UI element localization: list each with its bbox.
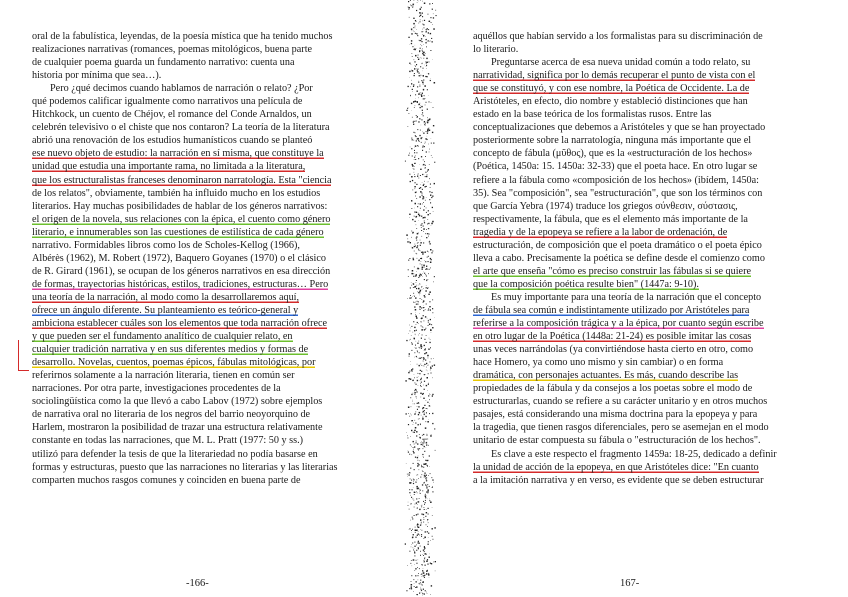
text-line-content: constante en todas las narraciones, que M. L. Pratt (1977: 50 y ss.) xyxy=(32,435,304,447)
text-line xyxy=(32,291,364,304)
text-line-content: abrió una renovación de los estudios humanísticos cuando se planteó xyxy=(32,135,313,147)
text-line xyxy=(32,252,364,265)
text-line xyxy=(32,304,364,317)
text-line-content: el arte que enseña "cómo es preciso construir las fábulas si se quiere xyxy=(473,265,751,277)
text-line-content: de fábula sea común e indistintamente utilizado por Aristóteles para xyxy=(473,304,750,316)
text-line xyxy=(473,421,807,434)
text-line xyxy=(473,43,807,56)
text-line xyxy=(32,30,364,43)
text-line-content: Es clave a este respecto el fragmento 1459a: 18-25, dedicado a definir xyxy=(491,448,777,460)
text-line xyxy=(473,213,807,226)
text-line xyxy=(473,369,807,382)
text-line-content: ofrece un ángulo diferente. Su planteamiento es teórico-general y xyxy=(32,304,299,316)
text-line xyxy=(32,434,364,447)
text-line-content: que se constituyó, y con ese nombre, la Poética de Occidente. La de xyxy=(473,83,750,95)
text-line-content: hace Homero, ya como uno mismo y sin cambiar) o en forma xyxy=(473,357,724,369)
text-line-content: lo literario. xyxy=(473,44,519,56)
margin-bracket-mark xyxy=(18,340,29,371)
text-line xyxy=(32,448,364,461)
text-line xyxy=(32,278,364,291)
text-line xyxy=(32,187,364,200)
text-line xyxy=(473,134,807,147)
text-line xyxy=(32,239,364,252)
text-line xyxy=(32,382,364,395)
text-line-content: comparten muchos rasgos comunes y coinciden en buena parte de xyxy=(32,474,301,486)
text-line-content: (Poética, 1450a: 15. 1450a: 32-33) que el poeta hace. En otro lugar se xyxy=(473,161,758,173)
text-line xyxy=(473,461,807,474)
text-line xyxy=(32,343,364,356)
text-line-content: realizaciones narrativas (romances, poemas mitológicos, buena parte xyxy=(32,44,313,56)
text-line xyxy=(473,382,807,395)
text-line-content: estructuración, de composición que el poeta dramático o el poeta épico xyxy=(473,239,762,251)
book-gutter xyxy=(400,0,440,597)
text-line xyxy=(32,317,364,330)
text-line xyxy=(473,56,807,69)
text-line xyxy=(473,408,807,421)
text-line xyxy=(473,200,807,213)
text-line-content: conceptualizaciones que debemos a Aristóteles y que se han proyectado xyxy=(473,122,766,134)
text-line-content: cualquier tradición narrativa y en sus diferentes medios y formas de xyxy=(32,344,309,356)
text-line xyxy=(32,147,364,160)
text-line xyxy=(32,421,364,434)
text-line xyxy=(32,160,364,173)
text-line-content: Hitchkock, un cuento de Chéjov, el romance del Conde Arnaldos, un xyxy=(32,109,312,121)
text-line xyxy=(473,147,807,160)
text-line-content: unas veces narrándolas (ya convirtiéndose hasta cierto en otro, como xyxy=(473,344,754,356)
text-line xyxy=(32,134,364,147)
text-line-content: posteriormente sobre la narratología, ninguna más importante que el xyxy=(473,135,752,147)
text-line-content: de formas, trayectorias históricas, estilos, tradiciones, estructuras… Pero xyxy=(32,278,329,290)
text-line-content: Preguntarse acerca de esa nueva unidad común a todo relato, su xyxy=(491,57,751,69)
text-line-content: formas y estructuras, puesto que las narraciones no literarias y las literarias xyxy=(32,461,338,473)
text-line-content: aquéllos que habían servido a los formalistas para su discriminación de xyxy=(473,31,763,42)
text-line xyxy=(32,408,364,421)
text-line-content: unitario de estar compuesta su fábula o "estructuración de los hechos". xyxy=(473,435,761,447)
text-line xyxy=(473,121,807,134)
text-line-content: celebrén televisivo o el chiste que nos contaron? La teoría de la literatura xyxy=(32,122,330,134)
text-line xyxy=(473,239,807,252)
text-line xyxy=(473,95,807,108)
text-line xyxy=(473,69,807,82)
text-line-content: narrativo. Formidables libros como los de Scholes-Kellog (1966), xyxy=(32,239,300,251)
text-line-content: estado en la base teórica de los formalistas rusos. Entre las xyxy=(473,109,712,121)
left-page-number: -166- xyxy=(186,578,209,589)
text-line-content: propiedades de la fábula y da consejos a los poetas sobre el modo de xyxy=(473,383,753,395)
text-line-content: sociolingüística como la que llevó a cabo Labov (1972) sobre ejemplos xyxy=(32,396,323,408)
text-line-content: ambiciona establecer cuáles son los elementos que toda narración ofrece xyxy=(32,318,328,330)
text-line xyxy=(473,30,807,43)
text-line xyxy=(473,252,807,265)
text-line-content: Albérès (1962), M. Robert (1972), Baquero Goyanes (1970) o el clásico xyxy=(32,252,326,264)
text-line-content: historia por mínima que sea…). xyxy=(32,70,162,82)
text-line xyxy=(32,69,364,82)
text-line-content: Pero ¿qué decimos cuando hablamos de narración o relato? ¿Por xyxy=(50,83,313,95)
text-line xyxy=(32,356,364,369)
text-line xyxy=(473,108,807,121)
text-line-content: que la composición poética resulte bien" (1447a: 9-10). xyxy=(473,278,699,290)
text-line-content: Aristóteles, en efecto, dio nombre y estableció distinciones que han xyxy=(473,96,748,108)
text-line-content: que los estructuralistas franceses denominaron narratología. Esta "ciencia xyxy=(32,174,332,186)
text-line-content: refiere a la fábula como «composición de los hechos» (ibídem, 1450a: xyxy=(473,174,760,186)
text-line-content: referirse a la composición trágica y a la épica, por cuanto según escribe xyxy=(473,318,764,330)
text-line-content: qué podemos calificar igualmente como narrativos una película de xyxy=(32,96,303,108)
text-line xyxy=(473,291,807,304)
left-page xyxy=(32,30,364,487)
text-line-content: el origen de la novela, sus relaciones con la épica, el cuento como género xyxy=(32,213,331,225)
text-line-content: lleva a cabo. Precisamente la poética se define desde el comienzo como xyxy=(473,252,765,264)
text-line xyxy=(32,174,364,187)
text-line-content: tragedia y de la epopeya se refiere a la labor de ordenación, de xyxy=(473,226,728,238)
text-line-content: unidad que estudia una importante rama, no limitada a la literatura, xyxy=(32,161,306,173)
text-line-content: Harlem, mostraron la posibilidad de trazar una estructura relativamente xyxy=(32,422,323,434)
text-line xyxy=(473,330,807,343)
text-line xyxy=(473,343,807,356)
text-line xyxy=(32,265,364,278)
text-line xyxy=(32,121,364,134)
text-line-content: pasajes, está considerando una misma doctrina para la epopeya y para xyxy=(473,409,758,421)
text-line xyxy=(32,200,364,213)
text-line-content: a la imitación narrativa y en verso, es evidente que se deben estructurar xyxy=(473,474,764,486)
text-line xyxy=(473,474,807,487)
text-line-content: referirnos solamente a la narración literaria, tienen en común ser xyxy=(32,370,295,382)
text-line-content: oral de la fabulística, leyendas, de la poesía mística que ha tenido muchos xyxy=(32,31,333,42)
text-line xyxy=(32,213,364,226)
text-line-content: y que pueden ser el fundamento analítico de cualquier relato, en xyxy=(32,331,293,343)
text-line-content: de narrativa oral no literaria de los negros del barrio neoyorquino de xyxy=(32,409,311,421)
text-line-content: de los relatos", obviamente, también ha influido mucho en los estudios xyxy=(32,187,321,199)
text-line-content: ese nuevo objeto de estudio: la narración en sí misma, que constituye la xyxy=(32,148,324,160)
text-line-content: de cualquier poema guarda un fundamento narrativo: cuenta una xyxy=(32,57,295,69)
text-line xyxy=(473,82,807,95)
text-line xyxy=(473,226,807,239)
text-line xyxy=(473,395,807,408)
gutter-shadow xyxy=(400,0,440,597)
text-line xyxy=(32,226,364,239)
text-line-content: en otro lugar de la Poética (1448a: 21-24) es posible imitar las cosas xyxy=(473,331,752,343)
text-line xyxy=(473,265,807,278)
text-line xyxy=(473,187,807,200)
text-line xyxy=(32,56,364,69)
text-line-content: desarrollo. Novelas, cuentos, poemas épicos, fábulas mitológicas, por xyxy=(32,357,316,369)
text-line-content: que García Yebra (1974) traduce los griegos σύνθεσιν, σύστασις, xyxy=(473,200,738,212)
text-line-content: estructurarlas, cuando se refiere a su carácter unitario y en otros muchos xyxy=(473,396,768,408)
text-line xyxy=(32,95,364,108)
text-line-content: literarios. Hay muchas posibilidades de hablar de los géneros narrativos: xyxy=(32,200,328,212)
text-line-content: 35). Sea "composición", sea "estructuración", que son los términos con xyxy=(473,187,763,199)
text-line-content: narratividad, significa por lo demás recuperar el punto de vista con el xyxy=(473,70,756,82)
text-line xyxy=(32,474,364,487)
text-line-content: literario, e innumerables son las cuestiones de estilística de cada género xyxy=(32,226,324,238)
text-line xyxy=(473,448,807,461)
text-line xyxy=(32,369,364,382)
right-page xyxy=(473,30,807,487)
text-line-content: una teoría de la narración, al modo como la desarrollaremos aquí, xyxy=(32,291,300,303)
text-line-content: concepto de fábula (μῦθος), que es la «estructuración de los hechos» xyxy=(473,148,753,160)
text-line xyxy=(32,461,364,474)
text-line-content: la unidad de acción de la epopeya, en que Aristóteles dice: "En cuanto xyxy=(473,461,759,473)
text-line-content: de R. Girard (1961), se ocupan de los géneros narrativos en esa dirección xyxy=(32,265,331,277)
text-line xyxy=(32,43,364,56)
text-line xyxy=(473,160,807,173)
text-line xyxy=(473,278,807,291)
text-line xyxy=(473,356,807,369)
text-line xyxy=(32,108,364,121)
text-line-content: Es muy importante para una teoría de la narración que el concepto xyxy=(491,291,762,303)
text-line xyxy=(32,82,364,95)
text-line xyxy=(473,434,807,447)
text-line xyxy=(473,174,807,187)
text-line xyxy=(473,304,807,317)
text-line-content: la tragedia, que tienen rasgos diferenciales, pero se asemejan en el modo xyxy=(473,422,769,434)
text-line-content: utilizó para defender la tesis de que la literariedad no podía basarse en xyxy=(32,448,318,460)
text-line-content: dramática, con personajes actuantes. Es más, cuando describe las xyxy=(473,370,739,382)
right-page-number: 167- xyxy=(620,578,640,589)
text-line xyxy=(32,330,364,343)
text-line xyxy=(32,395,364,408)
text-line xyxy=(473,317,807,330)
text-line-content: narraciones. Por otra parte, investigaciones procedentes de la xyxy=(32,383,281,395)
text-line-content: respectivamente, la fábula, que es el elemento más importante de la xyxy=(473,213,748,225)
